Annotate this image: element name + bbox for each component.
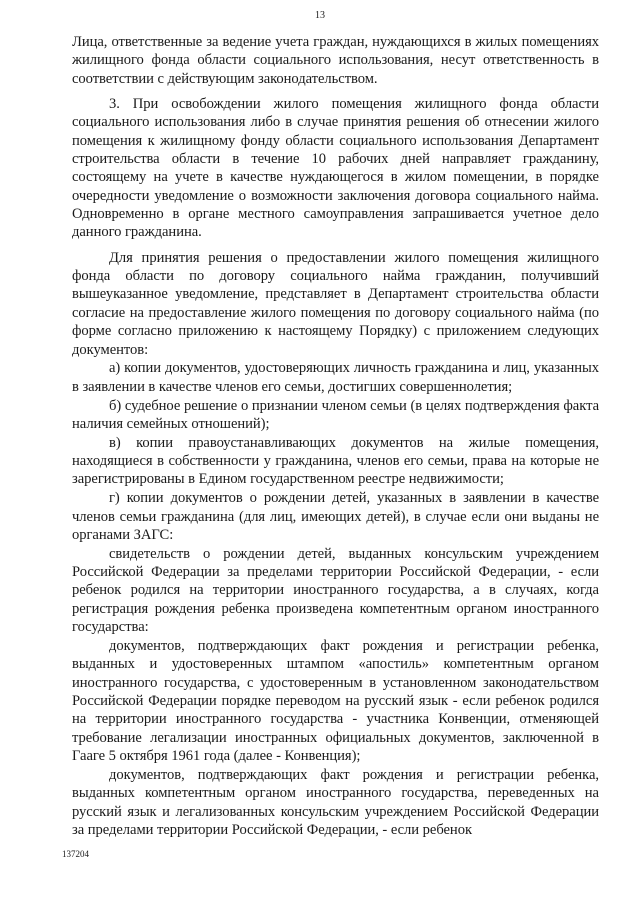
list-item-v: в) копии правоустанавливающих документов на жилые помещения, находящиеся в собственности у гражданина, членов его семьи, права на которые не зарегистрированы в Едином государственном реестре недвижимости; bbox=[72, 434, 599, 488]
list-item-a: а) копии документов, удостоверяющих личность гражданина и лиц, указанных в заявлении в качестве членов его семьи, достигших совершеннолетия; bbox=[72, 360, 599, 395]
document-id: 137204 bbox=[62, 849, 89, 859]
page-number: 13 bbox=[315, 10, 325, 21]
paragraph-birth-certificates: свидетельств о рождении детей, выданных консульским учреждением Российской Федерации за пределами территории Российской Федерации, - если ребенок родился на территории иностранного государства, а в случаях, когда регистрация рождения ребенка произведена компетентным органом иностранного государства: bbox=[72, 545, 599, 636]
paragraph-apostille-documents: документов, подтверждающих факт рождения и регистрации ребенка, выданных и удостоверенных штампом «апостиль» компетентным органом иностранного государства, с удостоверенным в установленном законодательством Российской Федерации порядке переводом на русский язык - если ребенок родился на территории иностранного государства - участника Конвенции, отменяющей требование легализации иностранных официальных документов, заключенной в Гааге 5 октября 1961 года (далее - Конвенция); bbox=[72, 638, 599, 765]
document-body bbox=[72, 33, 599, 839]
paragraph-required-documents: Для принятия решения о предоставлении жилого помещения жилищного фонда области по договору социального найма гражданин, получивший вышеуказанное уведомление, представляет в Департамент строительства области согласие на предоставление жилого помещения по договору социального найма (по форме согласно приложению к настоящему Порядку) с приложением следующих документов: bbox=[72, 249, 599, 358]
paragraph-legalized-documents: документов, подтверждающих факт рождения и регистрации ребенка, выданных компетентным органом иностранного государства, переведенных на русский язык и легализованных консульским учреждением Российской Федерации за пределами территории Российской Федерации, - если ребенок bbox=[72, 766, 599, 838]
paragraph-item-3: 3. При освобождении жилого помещения жилищного фонда области социального использования либо в случае принятия решения об отнесении жилого помещения к жилищному фонду области социального использования Департамент строительства области в течение 10 рабочих дней направляет гражданину, состоящему на учете в качестве нуждающегося в жилом помещении, в порядке очередности уведомление о возможности заключения договора социального найма. Одновременно в органе местного самоуправления запрашивается учетное дело данного гражданина. bbox=[72, 96, 599, 241]
list-item-b: б) судебное решение о признании членом семьи (в целях подтверждения факта наличия семейных отношений); bbox=[72, 397, 599, 432]
paragraph-responsibility: Лица, ответственные за ведение учета граждан, нуждающихся в жилых помещениях жилищного фонда области социального использования, несут ответственность в соответствии с действующим законодательством. bbox=[72, 34, 599, 87]
list-item-g: г) копии документов о рождении детей, указанных в заявлении в качестве членов семьи гражданина (для лиц, имеющих детей), в случае если они выданы не органами ЗАГС: bbox=[72, 490, 599, 543]
